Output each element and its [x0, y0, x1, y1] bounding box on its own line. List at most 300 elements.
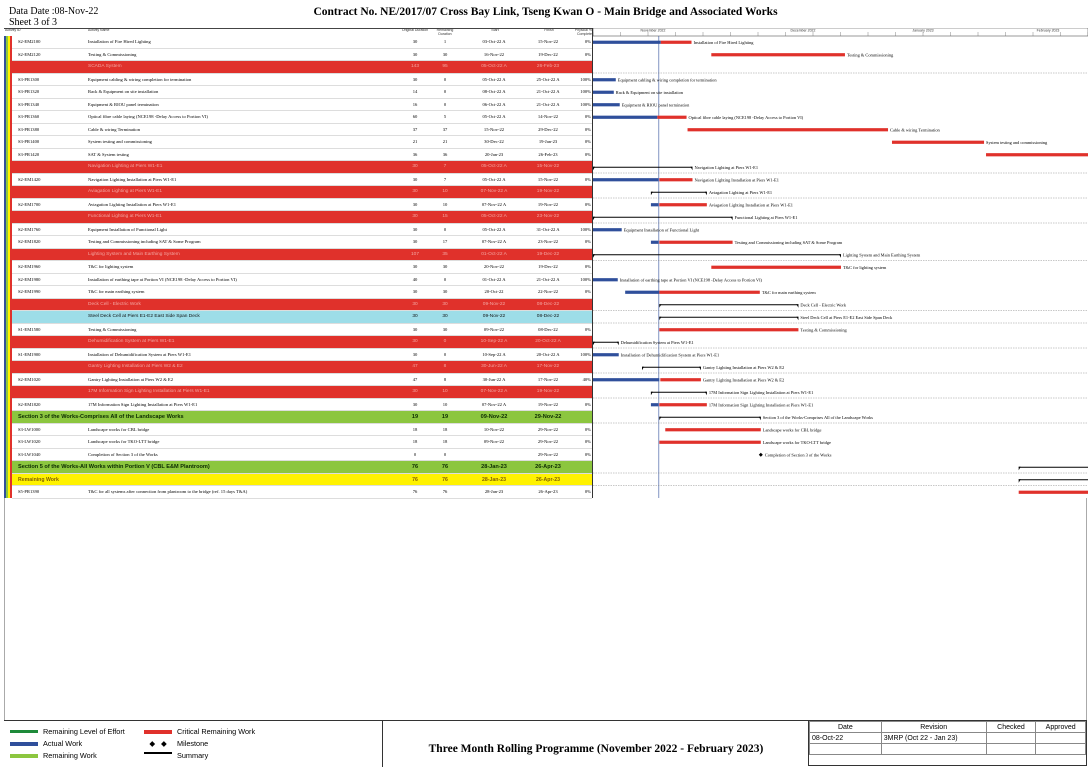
critical-bar [661, 41, 692, 44]
finish-date: 20-Oct-22 A [535, 339, 561, 344]
finish-date: 17-Nov-22 [537, 376, 559, 382]
activity-name: Installation of earthing tape at Portion VI (NCE198 -Delay Access to Portion VI) [88, 276, 237, 282]
finish-date: 19-Nov-22 [536, 389, 560, 394]
original-duration: 36 [412, 151, 418, 157]
start-date: 30-Jun-22 A [481, 364, 507, 369]
remaining-duration: 8 [443, 376, 447, 382]
sheet-number: Sheet 3 of 3 [9, 17, 58, 28]
activity-name: 17M Information Sign Lighting Installation at Piers W1-E1 [88, 389, 210, 394]
col-header-start: Start [491, 28, 499, 32]
original-duration: 76 [412, 489, 418, 494]
bar-label: Landscape works for CBL bridge [762, 427, 822, 433]
milestone-marker [759, 453, 763, 457]
finish-date: 08-Dec-22 [536, 301, 560, 307]
finish-date: 21-Oct-22 A [536, 89, 560, 94]
bar-label: Dehumidification System at Piers W1-E1 [620, 339, 694, 345]
finish-date: 21-Oct-22 A [536, 276, 560, 282]
finish-date: 08-Dec-22 [536, 314, 560, 319]
remaining-duration: 0 [443, 76, 447, 82]
legend-loe [10, 727, 125, 736]
remaining-duration: 36 [442, 151, 448, 157]
original-duration: 30 [412, 164, 418, 169]
activity-name: Section 3 of the Works-Comprises All of the Landscape Works [18, 414, 184, 420]
start-date: 01-Oct-22 A [482, 276, 506, 282]
actual-bar [593, 178, 658, 181]
bar-label: Testing & Commissioning [846, 52, 894, 58]
critical-bar [986, 153, 1088, 156]
legend-critical [144, 727, 255, 736]
finish-date: 26-Apr-23 [536, 476, 560, 483]
finish-date: 19-Nov-22 [537, 401, 559, 407]
finish-date: 15-Nov-22 [536, 164, 560, 169]
bar-label: T&C for lighting system [842, 264, 887, 270]
bar-label: Rack & Equipment on site installation [615, 89, 683, 95]
bar-label: Gantry Lighting Installation at Piers W2 & E2 [702, 364, 785, 370]
percent-complete: 0% [584, 439, 591, 444]
activity-name: Landscape works for CBL bridge [88, 426, 150, 432]
activity-id: S3-PR1300 [18, 76, 40, 82]
rev-header-checked: Checked [986, 722, 1036, 733]
remaining-duration: 30 [442, 51, 448, 57]
summary-row[interactable] [12, 211, 592, 224]
finish-date: 25-Oct-22 A [536, 76, 560, 82]
activity-name: T&C for main earthing system [88, 289, 145, 294]
start-date: 09-Nov-22 [483, 326, 505, 332]
finish-date: 19-Nov-22 [537, 201, 559, 207]
remaining-duration: 19 [441, 414, 449, 420]
start-date: 05-Oct-22 A [482, 76, 506, 82]
finish-date: 19-Dec-22 [538, 51, 558, 57]
percent-complete: 0% [584, 114, 591, 119]
original-duration: 60 [412, 114, 418, 119]
percent-complete: 0% [584, 489, 591, 494]
activity-name: T&C for all systems after connection from plantroom to the bridge (ref. 15 days T&A) [88, 489, 248, 494]
table-row[interactable] [12, 74, 592, 87]
bar-label: Steel Deck Cell at Piers E1-E2 East Side Span Deck [800, 314, 893, 320]
original-duration: 30 [412, 214, 418, 219]
legend-milestone-label: Milestone [177, 739, 209, 748]
critical-bar [660, 378, 701, 381]
percent-complete: 0% [584, 426, 591, 432]
original-duration: 30 [412, 239, 418, 244]
original-duration: 30 [412, 289, 418, 294]
bar-label: Aviagation Lighting Installation at Piers W1-E1 [708, 202, 793, 208]
percent-complete: 0% [584, 39, 591, 44]
remaining-duration: 10 [442, 189, 448, 194]
table-row[interactable] [12, 374, 592, 387]
activity-name: 17M Information Sign Lighting Installation at Piers W1-E1 [88, 401, 198, 407]
finish-date: 19-Dec-22 [538, 264, 558, 269]
bar-label: Lighting System and Main Earthing System [842, 252, 921, 258]
summary-row[interactable] [12, 311, 592, 324]
actual-bar [593, 228, 622, 231]
activity-name: Equipment cabling & wiring completion for termination [88, 76, 192, 82]
remaining-duration: 30 [442, 326, 448, 332]
actual-bar [593, 41, 661, 44]
finish-date: 08-Dec-22 [538, 326, 558, 332]
activity-name: Completion of Section 3 of the Works [88, 451, 158, 457]
original-duration: 18 [412, 426, 418, 432]
start-date: 08-Oct-22 A [482, 89, 506, 94]
activity-name: SAT & System testing [88, 151, 129, 157]
activity-name: Steel Deck Cell at Piers E1-E2 East Side Span Deck [88, 314, 200, 319]
activity-id: S3-LW1020 [18, 439, 41, 444]
original-duration: 30 [412, 176, 418, 182]
table-row[interactable] [12, 274, 592, 287]
activity-name: Dehumidification System at Piers W1-E1 [88, 339, 175, 344]
critical-bar [659, 441, 760, 444]
bar-label: Testing and Commissioning including SAT & Some Program [734, 239, 843, 245]
activity-name: Rack & Equipment on site installation [88, 89, 159, 94]
original-duration: 30 [412, 201, 418, 207]
bar-label: Navigation Lighting Installation at Piers W1-E1 [694, 177, 779, 183]
table-row[interactable] [12, 449, 592, 462]
percent-complete: 0% [584, 264, 591, 269]
activity-id: S2-EM1020 [18, 376, 41, 382]
remaining-duration: 35 [442, 251, 448, 257]
activity-name: Deck Cell - Electric Work [88, 301, 141, 307]
table-row[interactable] [12, 124, 592, 137]
critical-bar [659, 403, 707, 406]
legend-loe-swatch [10, 730, 38, 733]
original-duration: 21 [412, 139, 418, 144]
table-row[interactable] [12, 324, 592, 337]
original-duration: 30 [412, 314, 418, 319]
percent-complete: 100% [580, 89, 591, 94]
table-row[interactable] [12, 486, 592, 499]
table-row[interactable] [12, 399, 592, 412]
finish-date: 19-Dec-22 [536, 251, 560, 257]
percent-complete: 100% [580, 76, 591, 82]
actual-bar [625, 291, 659, 294]
finish-date: 29-Dec-22 [538, 126, 558, 132]
table-row[interactable] [12, 236, 592, 249]
col-header-pct: Physical % Complete [574, 28, 592, 36]
table-row[interactable] [12, 424, 592, 437]
percent-complete: 0% [584, 239, 591, 244]
bar-label: Installation of Dehumidification System at Piers W1-E1 [620, 352, 720, 358]
summary-row[interactable] [12, 61, 592, 74]
percent-complete: 100% [580, 226, 591, 232]
remaining-duration: 18 [442, 426, 448, 432]
remaining-duration: 95 [442, 64, 448, 69]
remaining-duration: 0 [443, 451, 447, 457]
legend-loe-label: Remaining Level of Effort [43, 727, 125, 736]
finish-date: 20-Oct-22 A [536, 351, 560, 357]
activity-id: S2-EM2120 [18, 51, 41, 57]
activity-id: S3-PR1420 [18, 151, 40, 157]
table-row[interactable] [12, 149, 592, 162]
actual-bar [651, 241, 658, 244]
percent-complete: 100% [580, 101, 591, 107]
finish-date: 26-Feb-23 [538, 151, 558, 157]
activity-name: Equipment Installation of Functional Light [88, 226, 167, 232]
finish-date: 23-Nov-22 [537, 239, 559, 244]
col-header-id: Activity ID [5, 28, 21, 32]
summary-end [699, 367, 701, 371]
percent-complete: 100% [580, 351, 591, 357]
activity-name: Testing & Commissioning [88, 51, 137, 57]
remaining-duration: 37 [442, 126, 448, 132]
table-row[interactable] [12, 199, 592, 212]
legend-critical-label: Critical Remaining Work [177, 727, 256, 736]
original-duration: 30 [412, 51, 418, 57]
remaining-duration: 21 [442, 139, 448, 144]
bar-label: Completion of Section 3 of the Works [764, 452, 832, 458]
finish-date: 26-Apr-23 [535, 464, 561, 470]
activity-name: System testing and commissioning [88, 139, 152, 144]
empty-area [4, 498, 1087, 720]
activity-name: Aviagation Lighting Installation at Piers W1-E1 [88, 201, 176, 207]
remaining-duration: 0 [443, 351, 447, 357]
start-date: 01-Oct-22 A [481, 251, 507, 257]
table-row[interactable] [12, 86, 592, 99]
remaining-duration: 76 [442, 489, 448, 494]
summary-row[interactable] [12, 386, 592, 399]
activity-name: Functional Lighting at Piers W1-E1 [88, 214, 162, 219]
col-header-rd: Remaining Duration [436, 28, 454, 36]
table-row[interactable] [12, 174, 592, 187]
start-date: 09-Nov-22 [480, 414, 508, 420]
actual-bar [593, 353, 619, 356]
original-duration: 47 [412, 364, 418, 369]
start-date: 05-Oct-22 A [482, 226, 506, 232]
summary-row[interactable] [12, 361, 592, 374]
finish-date: 17-Nov-22 [536, 364, 560, 369]
bar-label: T&C for main earthing system [761, 289, 816, 295]
bar-label: Section 3 of the Works-Comprises All of the Landscape Works [762, 414, 874, 420]
legend-summary [144, 751, 208, 760]
rev-date: 08-Oct-22 [810, 733, 882, 744]
critical-bar [688, 128, 888, 131]
bar-label: System testing and commissioning [986, 139, 1048, 145]
activity-id: S2-EM1760 [18, 226, 41, 232]
activity-name: Gantry Lighting Installation at Piers W2 & E2 [88, 364, 183, 369]
remaining-duration: 10 [442, 389, 448, 394]
summary-row[interactable] [12, 299, 592, 312]
critical-bar [665, 428, 761, 431]
activity-name: Section 5 of the Works-All Works within Portion V (CBL E&M Plantroom) [18, 464, 210, 470]
table-row[interactable] [12, 261, 592, 274]
activity-name: Testing & Commissioning [88, 326, 137, 332]
legend-milestone [144, 739, 208, 748]
finish-date: 19-Nov-22 [536, 189, 560, 194]
legend-remaining-label: Remaining Work [43, 751, 97, 760]
start-date: 09-Nov-22 [482, 314, 506, 319]
table-row[interactable] [12, 36, 592, 49]
activity-name: Installation of Fire Hired Lighting [88, 39, 151, 44]
original-duration: 30 [412, 301, 418, 307]
legend [4, 720, 382, 767]
summary-end [651, 192, 653, 196]
activity-id: S1-EM1900 [18, 351, 41, 357]
original-duration: 47 [412, 376, 418, 382]
legend-actual [10, 739, 82, 748]
remaining-duration: 30 [442, 301, 448, 307]
actual-bar [593, 78, 616, 81]
activity-name: SCADA System [88, 64, 122, 69]
finish-date: 29-Nov-22 [537, 451, 559, 457]
remaining-duration: 30 [442, 289, 448, 294]
summary-row[interactable] [12, 161, 592, 174]
activity-name: Gantry Lighting Installation at Piers W2 & E2 [88, 376, 174, 382]
bar-label: Navigation Lighting at Piers W1-E1 [694, 164, 759, 170]
percent-complete: 0% [584, 176, 591, 182]
remaining-duration: 7 [443, 164, 447, 169]
original-duration: 40 [412, 276, 418, 282]
original-duration: 16 [412, 101, 418, 107]
table-row[interactable] [12, 286, 592, 299]
critical-bar [892, 141, 984, 144]
bar-label: 17M Information Sign Lighting Installation at Piers W1-E1 [708, 389, 814, 395]
percent-complete: 0% [584, 151, 591, 157]
legend-critical-swatch [144, 730, 172, 734]
activity-name: Lighting System and Main Earthing System [88, 251, 180, 257]
critical-bar [711, 266, 841, 269]
start-date: 20-Nov-22 [483, 264, 505, 269]
activity-id: S1-EM1580 [18, 326, 41, 332]
activity-id: S3-PR1360 [18, 114, 40, 119]
critical-bar [711, 53, 845, 56]
start-date: 05-Oct-22 A [482, 176, 506, 182]
month-label: January 2023 [912, 28, 934, 33]
activity-id: S3-LW1040 [18, 451, 41, 457]
remaining-duration: 0 [443, 89, 447, 94]
bar-label: Functional Lighting at Piers W1-E1 [734, 214, 798, 220]
start-date: 07-Nov-22 A [481, 401, 507, 407]
original-duration: 30 [412, 389, 418, 394]
activity-name: Optical fibre cable laying (NCE198 -Delay Access to Portion VI) [88, 114, 208, 119]
original-duration: 18 [412, 439, 418, 444]
bar-label: Optical fibre cable laying (NCE198 -Delay Access to Portion VI) [688, 114, 804, 120]
activity-id: S2-EM2100 [18, 39, 41, 44]
rev-header-approved: Approved [1036, 722, 1086, 733]
activity-id: S2-EM1990 [18, 289, 41, 294]
original-duration: 30 [412, 226, 418, 232]
original-duration: 76 [412, 476, 418, 483]
percent-complete: 0% [584, 451, 591, 457]
start-date: 07-Nov-22 A [481, 239, 507, 244]
wbs-stripes [4, 36, 12, 498]
remaining-duration: 10 [442, 201, 448, 207]
col-header-od: Original Duration [401, 28, 429, 32]
bar-label: Gantry Lighting Installation at Piers W2 & E2 [702, 377, 785, 383]
activity-id: S3-LW1000 [18, 426, 41, 432]
start-date: 28-Jan-23 [481, 464, 507, 470]
start-date: 28-Jan-23 [482, 476, 506, 483]
start-date: 05-Oct-22 A [482, 114, 506, 119]
activity-name: Equipment & RIOU panel termination [88, 101, 159, 107]
critical-bar [659, 241, 732, 244]
section-row[interactable] [12, 461, 592, 474]
critical-bar [657, 116, 686, 119]
actual-bar [593, 103, 620, 106]
revision-block [808, 720, 1087, 766]
bar-label: Equipment Installation of Functional Light [623, 227, 700, 233]
percent-complete: 100% [580, 276, 591, 282]
original-duration: 76 [411, 464, 419, 470]
start-date: 30-Jun-22 A [482, 376, 506, 382]
legend-actual-swatch [10, 742, 38, 746]
bar-label: 17M Information Sign Lighting Installation at Piers W1-E1 [708, 402, 814, 408]
activity-name: Remaining Work [18, 476, 59, 483]
remaining-duration: 0 [443, 276, 447, 282]
table-row[interactable] [12, 436, 592, 449]
section-row[interactable] [12, 411, 592, 424]
finish-date: 23-Nov-22 [536, 214, 560, 219]
table-row[interactable] [12, 49, 592, 62]
remaining-duration: 0 [443, 101, 447, 107]
summary-row[interactable] [12, 186, 592, 199]
finish-date: 26-Apr-23 [538, 489, 558, 494]
original-duration: 30 [412, 401, 418, 407]
table-row[interactable] [12, 349, 592, 362]
activity-id: S2-EM1820 [18, 239, 41, 244]
finish-date: 31-Oct-22 A [536, 226, 560, 232]
bar-label: Cable & wiring Termination [890, 127, 940, 133]
critical-bar [1019, 491, 1088, 494]
data-date: Data Date :08-Nov-22 [9, 6, 99, 17]
start-date: 03-Oct-22 A [482, 39, 506, 44]
remaining-duration: 17 [442, 239, 448, 244]
finish-date: 29-Nov-22 [537, 426, 559, 432]
table-row[interactable] [12, 99, 592, 112]
summary-row[interactable] [12, 474, 592, 487]
actual-bar [593, 91, 614, 94]
start-date: 07-Nov-22 A [480, 189, 508, 194]
original-duration: 107 [410, 251, 419, 257]
remaining-duration: 30 [442, 264, 448, 269]
original-duration: 30 [412, 351, 418, 357]
critical-bar [659, 291, 759, 294]
activity-id: S2-EM1420 [18, 176, 41, 182]
table-row[interactable] [12, 136, 592, 149]
start-date: 20-Oct-22 [484, 289, 504, 294]
finish-date: 15-Nov-22 [537, 39, 559, 44]
summary-row[interactable] [12, 336, 592, 349]
rev-header-date: Date [810, 722, 882, 733]
actual-bar [593, 378, 659, 381]
start-date: 06-Oct-22 A [482, 101, 506, 107]
original-duration: 143 [410, 64, 419, 69]
finish-date: 21-Oct-22 A [536, 101, 560, 107]
gantt-svg [593, 28, 1088, 498]
percent-complete: 0% [584, 289, 591, 294]
start-date: 05-Oct-22 A [481, 64, 507, 69]
remaining-duration: 10 [442, 401, 448, 407]
activity-name: Landscape works for TKO-LTT bridge [88, 439, 160, 444]
table-row[interactable] [12, 224, 592, 237]
page-title: Contract No. NE/2017/07 Cross Bay Link, Tseng Kwan O - Main Bridge and Associated Works [313, 6, 778, 18]
activity-name: Testing and Commissioning including SAT & Some Program [88, 239, 201, 244]
original-duration: 30 [412, 39, 418, 44]
month-label: November 2022 [640, 28, 666, 33]
start-date: 15-Nov-22 [483, 126, 505, 132]
programme-title: Three Month Rolling Programme (November 2022 - February 2023) [382, 720, 809, 767]
finish-date: 22-Nov-22 [537, 289, 559, 294]
original-duration: 30 [412, 339, 418, 344]
actual-bar [651, 403, 658, 406]
remaining-duration: 7 [443, 176, 447, 182]
table-row[interactable] [12, 111, 592, 124]
legend-remaining [10, 751, 97, 760]
start-date: 10-Nov-22 [483, 426, 505, 432]
activity-id: S3-PR1380 [18, 126, 40, 132]
summary-end [651, 392, 653, 396]
activity-id: S3-PR1400 [18, 139, 40, 144]
legend-remaining-swatch [10, 754, 38, 758]
summary-row[interactable] [12, 249, 592, 262]
